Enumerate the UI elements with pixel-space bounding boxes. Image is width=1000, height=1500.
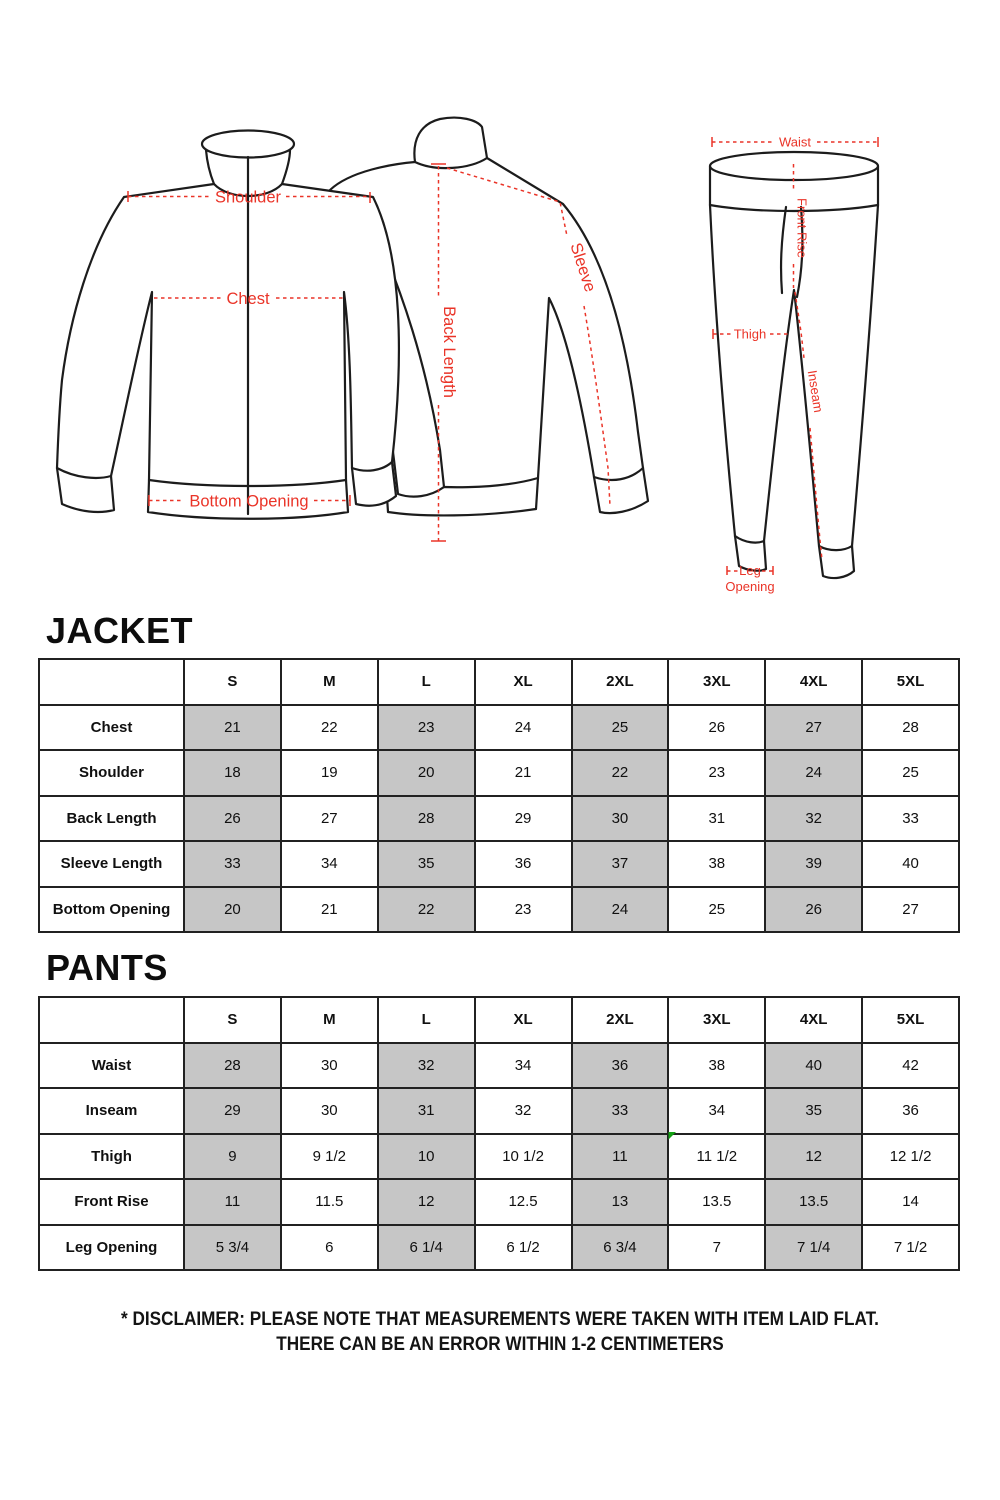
measurement-cell: 29 — [475, 796, 572, 842]
measurement-cell: 35 — [765, 1088, 862, 1134]
measurement-cell: 23 — [475, 887, 572, 933]
garment-measurement-diagrams — [0, 0, 1000, 625]
measurement-cell: 37 — [572, 841, 669, 887]
size-header-xl: XL — [475, 997, 572, 1043]
measurement-cell: 30 — [572, 796, 669, 842]
measurement-cell: 19 — [281, 750, 378, 796]
row-label: Inseam — [39, 1088, 184, 1134]
measurement-cell: 14 — [862, 1179, 959, 1225]
pants-size-table — [38, 996, 960, 1271]
measurement-cell: 24 — [572, 887, 669, 933]
measurement-cell: 31 — [668, 796, 765, 842]
measurement-cell: 6 — [281, 1225, 378, 1271]
measurement-cell: 34 — [475, 1043, 572, 1089]
measurement-cell: 11 — [572, 1134, 669, 1180]
measurement-cell: 20 — [378, 750, 475, 796]
size-header-2xl: 2XL — [572, 659, 669, 705]
waist-label: Waist — [778, 134, 812, 150]
size-header-l: L — [378, 659, 475, 705]
measurement-cell: 35 — [378, 841, 475, 887]
measurement-cell: 12 1/2 — [862, 1134, 959, 1180]
measurement-row — [39, 1225, 959, 1271]
row-label: Sleeve Length — [39, 841, 184, 887]
measurement-cell: 11 1/2 — [668, 1134, 765, 1180]
size-header-row — [39, 659, 959, 705]
measurement-row — [39, 796, 959, 842]
row-label: Back Length — [39, 796, 184, 842]
row-label: Bottom Opening — [39, 887, 184, 933]
measurement-cell: 26 — [765, 887, 862, 933]
size-header-s: S — [184, 997, 281, 1043]
jacket-size-table — [38, 658, 960, 933]
measurement-cell: 34 — [281, 841, 378, 887]
measurement-cell: 22 — [572, 750, 669, 796]
jacket-section-title: JACKET — [46, 610, 194, 651]
sleeve-label: Sleeve — [566, 240, 600, 295]
measurement-cell: 33 — [184, 841, 281, 887]
green-artifact-shape — [669, 1132, 677, 1140]
leg-opening-label-line2: Opening — [725, 579, 775, 594]
measurement-cell: 5 3/4 — [184, 1225, 281, 1271]
pants-section-title: PANTS — [46, 947, 168, 988]
row-label: Leg Opening — [39, 1225, 184, 1271]
measurement-cell: 21 — [184, 705, 281, 751]
corner-cell — [39, 997, 184, 1043]
measurement-cell: 10 1/2 — [475, 1134, 572, 1180]
row-label: Chest — [39, 705, 184, 751]
measurement-row — [39, 1134, 959, 1180]
measurement-cell: 13.5 — [765, 1179, 862, 1225]
measurement-cell: 27 — [765, 705, 862, 751]
measurement-cell: 27 — [862, 887, 959, 933]
disclaimer-line-2: THERE CAN BE AN ERROR WITHIN 1-2 CENTIMETERS — [276, 1333, 724, 1355]
pants-outline — [710, 166, 878, 578]
measurement-row — [39, 887, 959, 933]
measurement-cell: 38 — [668, 841, 765, 887]
measurement-cell: 33 — [572, 1088, 669, 1134]
measurement-cell: 34 — [668, 1088, 765, 1134]
measurement-cell: 6 1/2 — [475, 1225, 572, 1271]
measurement-cell: 12.5 — [475, 1179, 572, 1225]
measurement-cell: 23 — [668, 750, 765, 796]
size-header-m: M — [281, 659, 378, 705]
measurement-cell: 7 — [668, 1225, 765, 1271]
measurement-cell: 29 — [184, 1088, 281, 1134]
measurement-cell: 18 — [184, 750, 281, 796]
measurement-cell: 21 — [475, 750, 572, 796]
measurement-cell: 13 — [572, 1179, 669, 1225]
measurement-cell: 30 — [281, 1043, 378, 1089]
size-header-4xl: 4XL — [765, 659, 862, 705]
measurement-cell: 26 — [184, 796, 281, 842]
row-label: Waist — [39, 1043, 184, 1089]
measurement-cell: 26 — [668, 705, 765, 751]
row-label: Front Rise — [39, 1179, 184, 1225]
measurement-cell: 38 — [668, 1043, 765, 1089]
shoulder-label: Shoulder — [214, 188, 282, 207]
measurement-cell: 36 — [572, 1043, 669, 1089]
green-artifact-mark — [668, 1131, 677, 1140]
measurement-cell: 23 — [378, 705, 475, 751]
size-header-3xl: 3XL — [668, 997, 765, 1043]
measurement-cell: 10 — [378, 1134, 475, 1180]
pants-drawing — [710, 152, 878, 578]
measurement-cell: 7 1/4 — [765, 1225, 862, 1271]
measurement-cell: 22 — [281, 705, 378, 751]
measurement-cell: 22 — [378, 887, 475, 933]
measurement-row — [39, 1088, 959, 1134]
measurement-cell: 13.5 — [668, 1179, 765, 1225]
measurement-row — [39, 750, 959, 796]
row-label: Thigh — [39, 1134, 184, 1180]
measurement-cell: 27 — [281, 796, 378, 842]
disclaimer-line-1: * DISCLAIMER: PLEASE NOTE THAT MEASUREMENTS WERE TAKEN WITH ITEM LAID FLAT. — [121, 1308, 879, 1330]
size-header-3xl: 3XL — [668, 659, 765, 705]
measurement-cell: 32 — [378, 1043, 475, 1089]
leg-opening-label-line1: Leg — [739, 563, 761, 578]
measurement-row — [39, 1043, 959, 1089]
measurement-cell: 24 — [765, 750, 862, 796]
measurement-cell: 9 1/2 — [281, 1134, 378, 1180]
measurement-cell: 12 — [378, 1179, 475, 1225]
measurement-cell: 42 — [862, 1043, 959, 1089]
measurement-cell: 25 — [862, 750, 959, 796]
measurement-cell: 39 — [765, 841, 862, 887]
measurement-cell: 33 — [862, 796, 959, 842]
size-header-m: M — [281, 997, 378, 1043]
row-label: Shoulder — [39, 750, 184, 796]
measurement-cell: 28 — [862, 705, 959, 751]
measurement-cell: 7 1/2 — [862, 1225, 959, 1271]
measurement-cell: 9 — [184, 1134, 281, 1180]
front-rise-label: Front Rise — [794, 198, 810, 258]
size-header-5xl: 5XL — [862, 659, 959, 705]
chest-label: Chest — [226, 290, 270, 308]
measurement-cell: 32 — [765, 796, 862, 842]
bottom-opening-label: Bottom Opening — [189, 492, 309, 511]
measurement-cell: 11 — [184, 1179, 281, 1225]
measurement-cell: 21 — [281, 887, 378, 933]
measurement-cell: 31 — [378, 1088, 475, 1134]
size-header-4xl: 4XL — [765, 997, 862, 1043]
measurement-cell: 32 — [475, 1088, 572, 1134]
size-header-2xl: 2XL — [572, 997, 669, 1043]
size-header-row — [39, 997, 959, 1043]
size-header-xl: XL — [475, 659, 572, 705]
measurement-row — [39, 1179, 959, 1225]
measurement-cell: 40 — [765, 1043, 862, 1089]
measurement-cell: 28 — [184, 1043, 281, 1089]
size-header-l: L — [378, 997, 475, 1043]
size-header-5xl: 5XL — [862, 997, 959, 1043]
measurement-cell: 6 3/4 — [572, 1225, 669, 1271]
size-header-s: S — [184, 659, 281, 705]
measurement-cell: 12 — [765, 1134, 862, 1180]
thigh-label: Thigh — [733, 326, 767, 342]
measurement-cell: 30 — [281, 1088, 378, 1134]
corner-cell — [39, 659, 184, 705]
measurement-cell: 25 — [668, 887, 765, 933]
measurement-cell: 6 1/4 — [378, 1225, 475, 1271]
disclaimer — [60, 1307, 940, 1357]
measurement-cell: 36 — [475, 841, 572, 887]
measurement-row — [39, 841, 959, 887]
measurement-cell: 11.5 — [281, 1179, 378, 1225]
measurement-cell: 40 — [862, 841, 959, 887]
measurement-cell: 20 — [184, 887, 281, 933]
measurement-cell: 24 — [475, 705, 572, 751]
measurement-cell: 36 — [862, 1088, 959, 1134]
measurement-cell: 28 — [378, 796, 475, 842]
measurement-cell: 25 — [572, 705, 669, 751]
jacket-front-collar — [202, 131, 294, 158]
measurement-row — [39, 705, 959, 751]
back-length-label: Back Length — [440, 306, 458, 398]
inseam-label: Inseam — [804, 369, 827, 414]
